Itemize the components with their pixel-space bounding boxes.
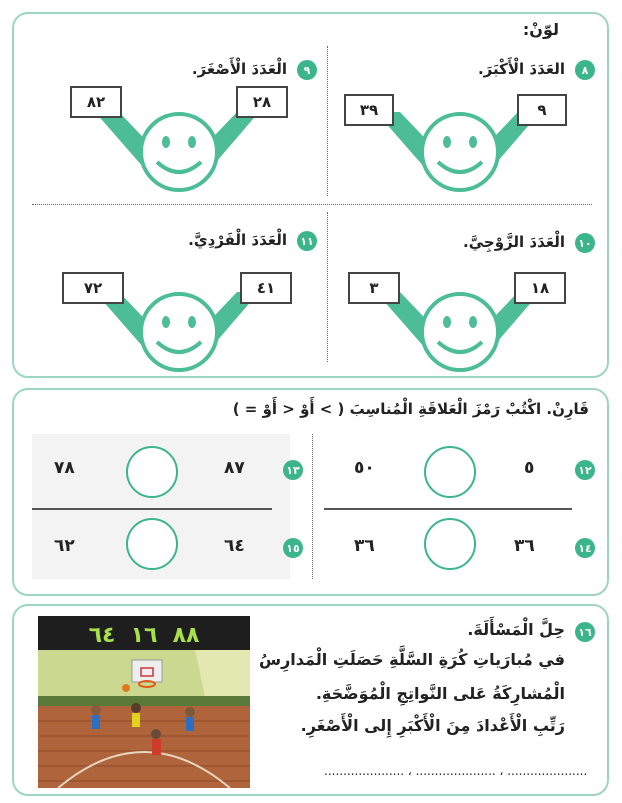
question-number-15: ١٥ — [283, 538, 303, 558]
compare-value-left: ٥٠ — [354, 458, 375, 478]
answer-circle-15[interactable] — [126, 518, 178, 570]
number-box-left: ٣ — [348, 272, 400, 304]
compare-value-right: ٦٤ — [224, 536, 245, 556]
number-box-right: ١٨ — [514, 272, 566, 304]
score-1: ٦٤ — [88, 623, 116, 648]
compare-exercise-panel — [12, 388, 609, 596]
answer-circle-12[interactable] — [424, 446, 476, 498]
vertical-divider — [312, 434, 313, 579]
number-box-left: ٨٢ — [70, 86, 122, 118]
score-3: ٨٨ — [172, 623, 200, 648]
color-exercise-panel — [12, 12, 609, 378]
compare-value-right: ٨٧ — [224, 458, 245, 478]
number-box-left: ٧٢ — [62, 272, 124, 304]
basketball-court-image — [38, 616, 250, 788]
number-box-right: ٢٨ — [236, 86, 288, 118]
question-label: الْعَدَدَ الزَّوْجِيَّ. — [463, 233, 565, 251]
question-label: العَدَدَ الْأَكْبَرَ. — [477, 60, 565, 78]
problem-line-1: في مُبارَياتِ كُرَةِ السَّلَّةِ حَصَلَتِ الْمَدارِسُ — [259, 650, 565, 669]
answer-line[interactable]: ..................... ، ..................... ، ..................... — [324, 764, 588, 778]
vertical-divider-top — [327, 46, 328, 196]
question-number-13: ١٣ — [283, 460, 303, 480]
question-number-16: ١٦ — [575, 622, 595, 642]
question-number-12: ١٢ — [575, 460, 595, 480]
answer-circle-13[interactable] — [126, 446, 178, 498]
horizontal-divider — [32, 204, 592, 205]
answer-circle-14[interactable] — [424, 518, 476, 570]
question-number: ٨ — [575, 60, 595, 80]
word-problem-panel — [12, 604, 609, 796]
section-heading: لوّنْ: — [522, 20, 559, 39]
question-label: الْعَدَدَ الْفَرْدِيَّ. — [188, 231, 287, 249]
question-label: الْعَدَدَ الْأَصْغَرَ. — [191, 60, 287, 78]
compare-instruction: قَارِنْ. اكْتُبْ رَمْزَ الْعَلاقَةِ الْمُناسِبَ ( > أَوْ < أَوْ = ) — [232, 400, 589, 418]
problem-line-2: الْمُشارِكَةُ عَلى النَّواتِجِ الْمُوَضَّحَةِ. — [315, 684, 565, 703]
compare-value-right: ٥ — [524, 458, 535, 478]
score-2: ١٦ — [130, 623, 158, 648]
question-number-14: ١٤ — [575, 538, 595, 558]
compare-value-right: ٣٦ — [514, 536, 535, 556]
problem-title: حِلَّ الْمَسْأَلَةَ. — [467, 620, 565, 639]
compare-value-left: ٦٢ — [54, 536, 75, 556]
compare-value-left: ٣٦ — [354, 536, 375, 556]
question-number: ١٠ — [575, 233, 595, 253]
number-box-right: ٤١ — [240, 272, 292, 304]
number-box-right: ٩ — [517, 94, 567, 126]
number-box-left: ٣٩ — [344, 94, 394, 126]
row-separator — [324, 508, 572, 510]
vertical-divider-bottom — [327, 212, 328, 362]
row-separator — [32, 508, 272, 510]
question-number: ٩ — [297, 60, 317, 80]
question-number: ١١ — [297, 231, 317, 251]
problem-line-3: رَتِّبِ الْأَعْدادَ مِنَ الْأَكْبَرِ إِلى الْأَصْغَرِ. — [300, 716, 565, 735]
compare-value-left: ٧٨ — [54, 458, 75, 478]
